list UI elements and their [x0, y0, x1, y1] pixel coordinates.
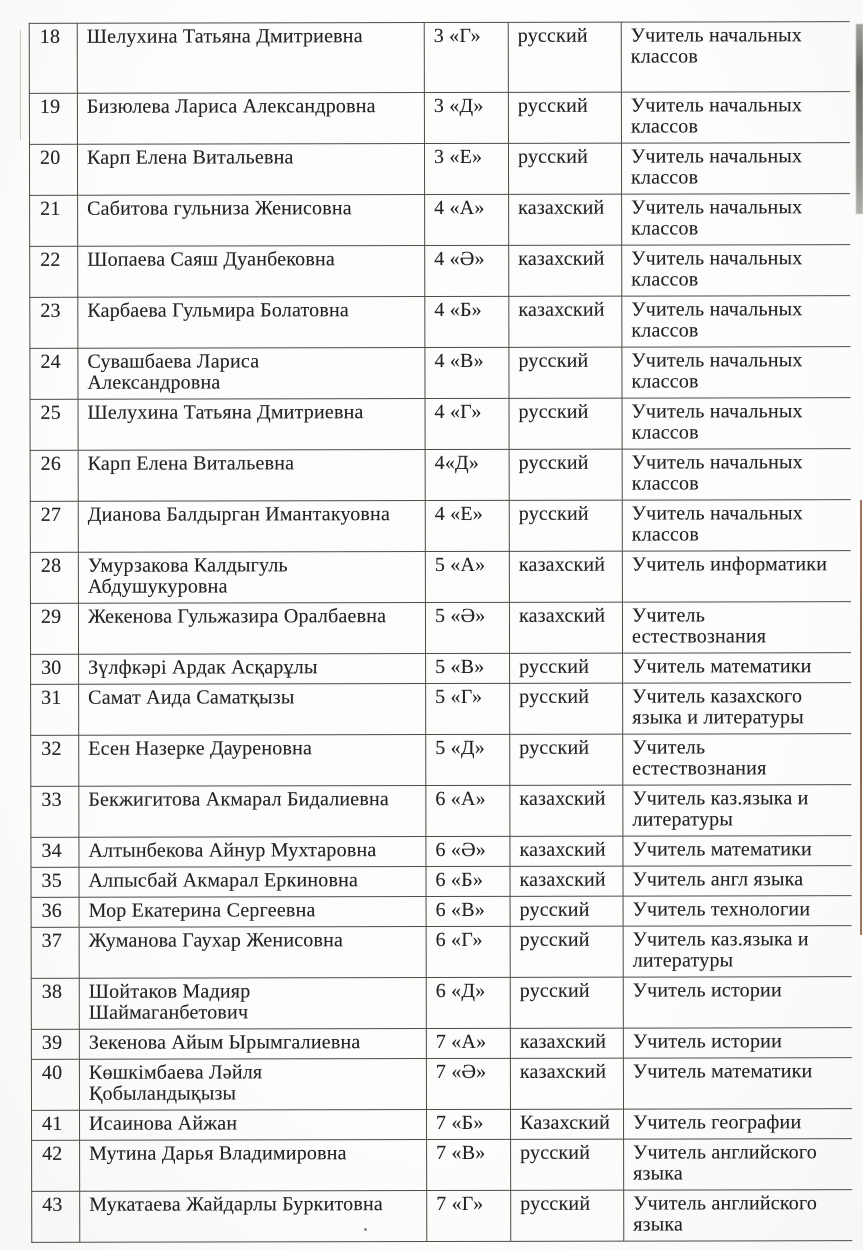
cell-class: 5 «В»: [426, 653, 510, 683]
cell-name: Мор Екатерина Сергеевна: [79, 897, 426, 928]
cell-position: Учитель географии: [623, 1109, 851, 1139]
cell-class: 3 «Д»: [424, 92, 508, 143]
table-row: [32, 1109, 852, 1141]
table-row: [30, 602, 850, 655]
cell-position: Учитель каз.языка и литературы: [623, 926, 851, 977]
cell-num: 34: [31, 837, 79, 867]
cell-name: Көшкімбаева Ләйля Қобыландықызы: [79, 1059, 426, 1111]
cell-position: Учитель начальных классов: [621, 92, 849, 143]
cell-language: русский: [510, 977, 623, 1028]
cell-language: русский: [510, 734, 623, 785]
cell-language: русский: [508, 143, 621, 194]
cell-position: Учитель начальных классов: [622, 398, 850, 449]
cell-class: 3 «Г»: [424, 22, 508, 92]
cell-name: Бизюлева Лариса Александровна: [77, 93, 424, 145]
cell-class: 4 «Г»: [425, 398, 509, 449]
cell-name: Исаинова Айжан: [80, 1110, 427, 1141]
cell-class: 5 «А»: [425, 551, 509, 602]
cell-position: Учитель математики: [623, 653, 851, 683]
cell-position: Учитель математики: [623, 1058, 851, 1109]
cell-name: Алпысбай Акмарал Еркиновна: [79, 867, 426, 898]
table-row: [31, 977, 851, 1030]
cell-num: 35: [31, 867, 79, 897]
cell-num: 42: [32, 1140, 80, 1191]
cell-name: Алтынбекова Айнур Мухтаровна: [79, 837, 426, 868]
cell-class: 5 «Г»: [426, 683, 510, 734]
cell-num: 30: [31, 654, 79, 684]
cell-name: Шопаева Саяш Дуанбековна: [78, 246, 425, 298]
cell-name: Шойтаков Мадияр Шаймаганбетович: [79, 978, 426, 1030]
table-row: [31, 683, 851, 736]
cell-num: 25: [30, 399, 78, 450]
cell-num: 18: [29, 23, 77, 93]
cell-class: 4 «Ә»: [425, 245, 509, 296]
table-row: [31, 836, 851, 868]
cell-name: Бекжигитова Акмарал Бидалиевна: [79, 786, 426, 838]
cell-num: 24: [30, 348, 78, 399]
cell-name: Карп Елена Витальевна: [77, 144, 424, 196]
cell-position: Учитель истории: [623, 1028, 851, 1058]
cell-position: Учитель начальных классов: [622, 347, 850, 398]
cell-num: 41: [32, 1110, 80, 1140]
cell-position: Учитель информатики: [622, 551, 850, 602]
cell-name: Мутина Дарья Владимировна: [80, 1140, 427, 1192]
cell-position: Учитель начальных классов: [622, 245, 850, 296]
table-body: [29, 22, 852, 1243]
cell-class: 7 «Ә»: [426, 1058, 510, 1109]
table-row: [30, 347, 850, 400]
table-row: [29, 92, 849, 145]
cell-language: казахский: [509, 194, 622, 245]
cell-language: казахский: [510, 785, 623, 836]
cell-class: 7 «Г»: [427, 1190, 511, 1241]
table-row: [30, 296, 850, 349]
cell-class: 6 «Б»: [426, 866, 510, 896]
cell-language: русский: [508, 92, 621, 143]
cell-language: казахский: [510, 836, 623, 866]
scan-red-edge-artifact: [860, 500, 862, 935]
cell-name: Зекенова Айым Ырымгалиевна: [79, 1029, 426, 1060]
cell-name: Дианова Балдырган Имантакуовна: [78, 501, 425, 553]
cell-class: 5 «Ә»: [425, 602, 509, 653]
cell-name: Самат Аида Саматқызы: [79, 684, 426, 736]
cell-language: русский: [511, 1139, 624, 1190]
cell-class: 6 «Д»: [426, 977, 510, 1028]
cell-position: Учитель начальных классов: [622, 296, 850, 347]
cell-num: 28: [30, 552, 78, 603]
table-row: [31, 1058, 851, 1111]
cell-num: 22: [30, 246, 78, 297]
cell-num: 21: [30, 195, 78, 246]
table-row: [30, 194, 850, 247]
cell-name: Шелухина Татьяна Дмитриевна: [78, 399, 425, 451]
cell-language: русский: [509, 449, 622, 500]
table-row: [31, 785, 851, 838]
table-row: [30, 398, 850, 451]
cell-class: 5 «Д»: [426, 734, 510, 785]
cell-num: 39: [31, 1029, 79, 1059]
cell-name: Мукатаева Жайдарлы Буркитовна: [80, 1191, 427, 1243]
cell-name: Есен Назерке Дауреновна: [79, 735, 426, 787]
cell-num: 26: [30, 450, 78, 501]
cell-language: русский: [509, 347, 622, 398]
cell-class: 3 «Е»: [424, 143, 508, 194]
cell-position: Учитель естествознания: [622, 602, 850, 653]
cell-position: Учитель начальных классов: [621, 143, 849, 194]
cell-language: казахский: [510, 866, 623, 896]
cell-language: казахский: [509, 602, 622, 653]
cell-position: Учитель начальных классов: [622, 194, 850, 245]
cell-language: русский: [511, 1190, 624, 1241]
cell-num: 19: [29, 93, 77, 144]
cell-name: Жекенова Гульжазира Оралбаевна: [78, 603, 425, 655]
cell-name: Умурзакова Калдыгуль Абдушукуровна: [78, 552, 425, 604]
table-row: [29, 143, 849, 196]
cell-class: 4 «В»: [425, 347, 509, 398]
cell-class: 7 «А»: [426, 1028, 510, 1058]
cell-name: Шелухина Татьяна Дмитриевна: [77, 23, 424, 94]
cell-language: казахский: [509, 245, 622, 296]
cell-class: 4«Д»: [425, 449, 509, 500]
cell-language: Казахский: [510, 1109, 623, 1139]
cell-name: Зүлфкәрі Ардак Асқарұлы: [79, 654, 426, 685]
scan-stray-line-artifact: [20, 30, 21, 140]
table-row: [29, 22, 849, 94]
cell-num: 43: [32, 1191, 80, 1242]
cell-name: Карбаева Гульмира Болатовна: [78, 297, 425, 349]
cell-num: 37: [31, 927, 79, 978]
table-row: [31, 896, 851, 928]
cell-num: 40: [31, 1059, 79, 1110]
cell-position: Учитель английского языка: [624, 1139, 852, 1190]
cell-num: 38: [31, 978, 79, 1029]
scan-smudge-artifact: [856, 24, 863, 214]
table-row: [32, 1139, 852, 1192]
cell-position: Учитель математики: [623, 836, 851, 866]
table-row: [30, 500, 850, 553]
table-row: [31, 926, 851, 979]
cell-language: русский: [508, 22, 621, 92]
cell-language: русский: [510, 896, 623, 926]
table-row: [30, 449, 850, 502]
cell-class: 6 «А»: [426, 785, 510, 836]
cell-name: Жуманова Гаухар Женисовна: [79, 927, 426, 979]
cell-name: Сабитова гульниза Женисовна: [78, 195, 425, 247]
cell-name: Сувашбаева Лариса Александровна: [78, 348, 425, 400]
table-row: [31, 1028, 851, 1060]
cell-language: русский: [509, 500, 622, 551]
cell-language: казахский: [510, 1028, 623, 1058]
cell-language: русский: [509, 398, 622, 449]
cell-num: 29: [30, 603, 78, 654]
table-row: [31, 734, 851, 787]
cell-position: Учитель истории: [623, 977, 851, 1028]
cell-class: 6 «Г»: [426, 926, 510, 977]
cell-name: Карп Елена Витальевна: [78, 450, 425, 502]
cell-num: 32: [31, 735, 79, 786]
table-row: [31, 653, 851, 685]
cell-class: 6 «Ә»: [426, 836, 510, 866]
cell-num: 20: [29, 144, 77, 195]
cell-language: казахский: [510, 1058, 623, 1109]
cell-position: Учитель начальных классов: [621, 22, 849, 92]
cell-position: Учитель естествознания: [623, 734, 851, 785]
cell-position: Учитель казахского языка и литературы: [623, 683, 851, 734]
cell-num: 27: [30, 501, 78, 552]
table-row: [30, 245, 850, 298]
cell-language: русский: [510, 926, 623, 977]
cell-position: Учитель начальных классов: [622, 449, 850, 500]
cell-class: 6 «В»: [426, 896, 510, 926]
cell-language: казахский: [509, 551, 622, 602]
teachers-table: [29, 21, 852, 1243]
cell-language: русский: [510, 683, 623, 734]
cell-position: Учитель каз.языка и литературы: [623, 785, 851, 836]
cell-class: 4 «А»: [425, 194, 509, 245]
cell-class: 7 «Б»: [427, 1109, 511, 1139]
cell-position: Учитель технологии: [623, 896, 851, 926]
cell-num: 33: [31, 786, 79, 837]
table-row: [30, 551, 850, 604]
table-row: [32, 1190, 852, 1243]
cell-num: 36: [31, 897, 79, 927]
cell-class: 7 «В»: [427, 1139, 511, 1190]
cell-position: Учитель начальных классов: [622, 500, 850, 551]
table-row: [31, 866, 851, 898]
cell-num: 31: [31, 684, 79, 735]
cell-language: казахский: [509, 296, 622, 347]
cell-class: 4 «Е»: [425, 500, 509, 551]
cell-position: Учитель английского языка: [624, 1190, 852, 1241]
cell-class: 4 «Б»: [425, 296, 509, 347]
cell-position: Учитель англ языка: [623, 866, 851, 896]
cell-num: 23: [30, 297, 78, 348]
cell-language: русский: [510, 653, 623, 683]
